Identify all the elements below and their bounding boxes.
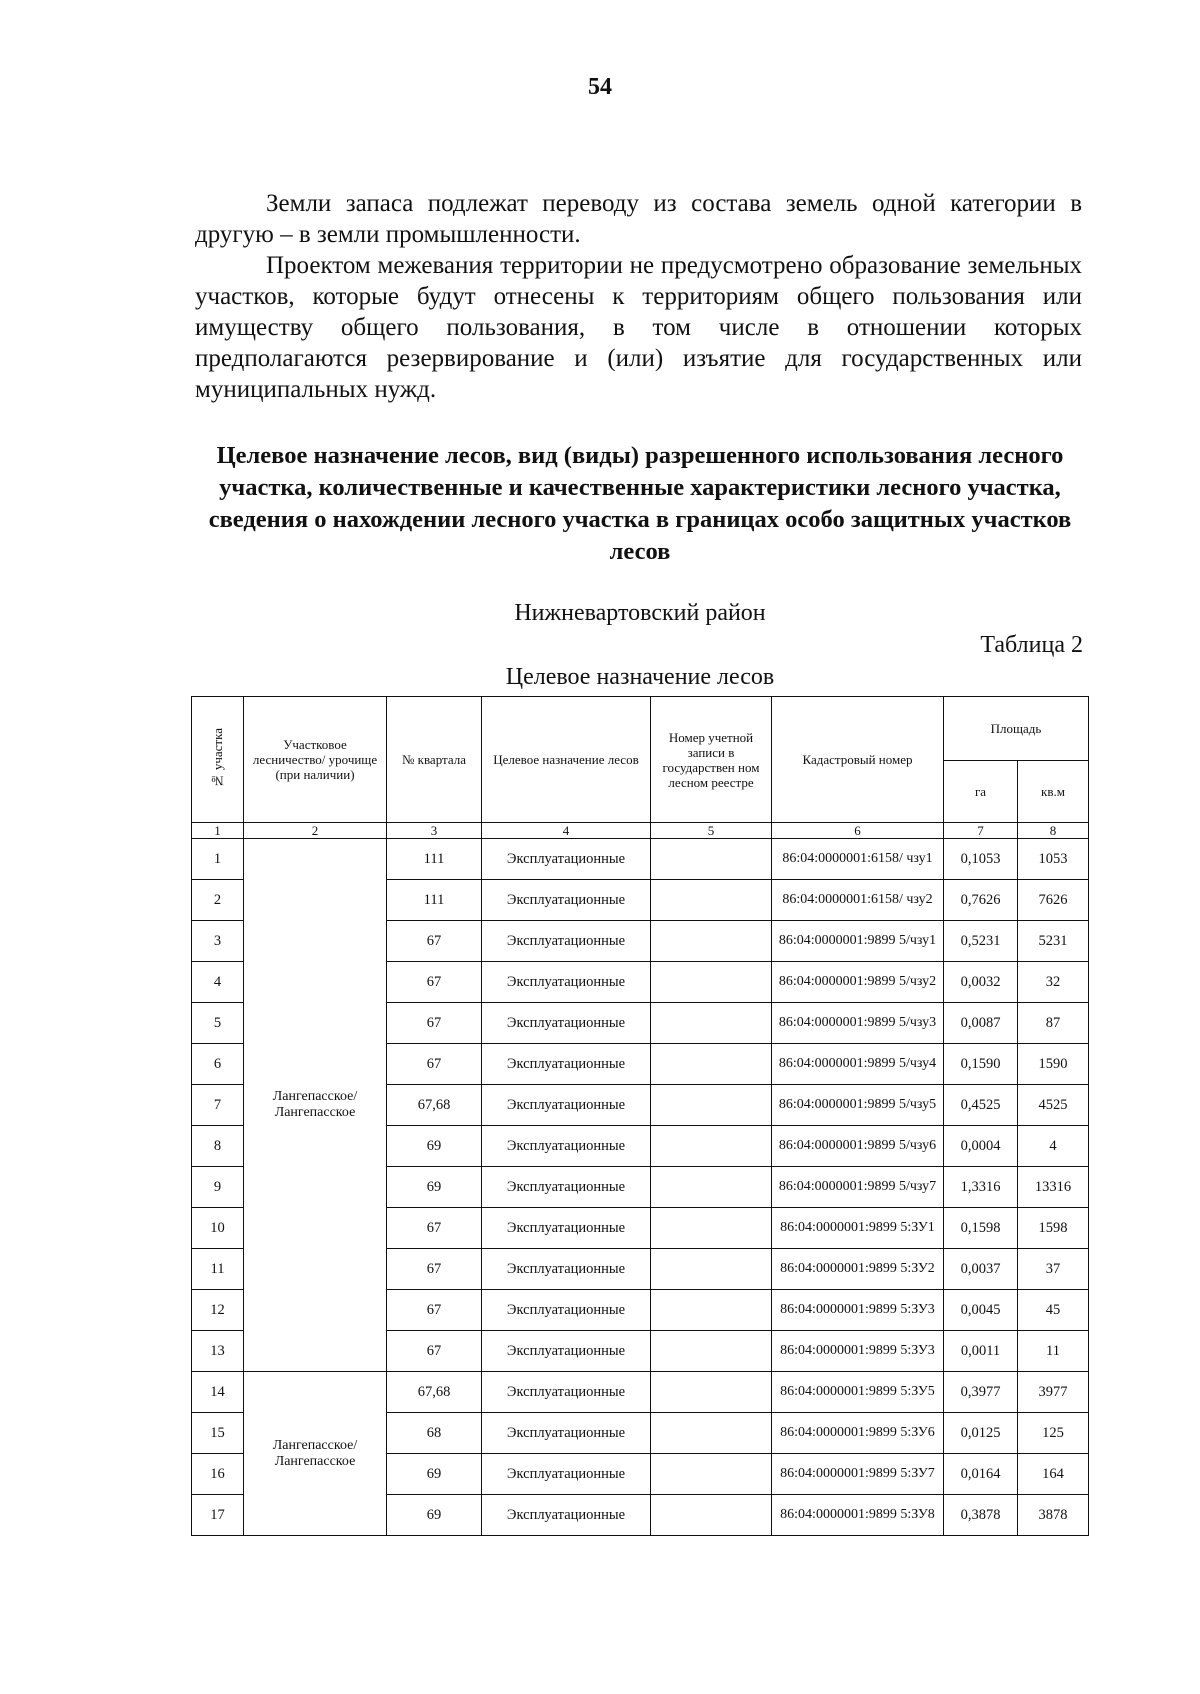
cell-plot-no: 14	[192, 1372, 244, 1413]
cell-cadastral: 86:04:0000001:9899 5:ЗУ2	[772, 1249, 944, 1290]
cell-quarter: 67	[387, 1331, 482, 1372]
cell-registry	[651, 1044, 772, 1085]
column-number: 3	[387, 823, 482, 839]
column-number: 7	[944, 823, 1018, 839]
cell-purpose: Эксплуатационные	[482, 1290, 651, 1331]
header-plot-no	[192, 697, 244, 823]
cell-area-sqm: 3977	[1018, 1372, 1089, 1413]
cell-registry	[651, 1126, 772, 1167]
cell-area-ha: 0,7626	[944, 880, 1018, 921]
cell-area-sqm: 3878	[1018, 1495, 1089, 1536]
cell-quarter: 67	[387, 1249, 482, 1290]
cell-plot-no: 15	[192, 1413, 244, 1454]
cell-area-ha: 0,0032	[944, 962, 1018, 1003]
cell-registry	[651, 1413, 772, 1454]
cell-area-sqm: 4525	[1018, 1085, 1089, 1126]
cell-area-ha: 0,0164	[944, 1454, 1018, 1495]
cell-plot-no: 10	[192, 1208, 244, 1249]
cell-quarter: 67	[387, 1044, 482, 1085]
cell-quarter: 67,68	[387, 1372, 482, 1413]
cell-area-sqm: 125	[1018, 1413, 1089, 1454]
header-area-ha: га	[944, 761, 1018, 823]
cell-cadastral: 86:04:0000001:9899 5/чзу6	[772, 1126, 944, 1167]
cell-purpose: Эксплуатационные	[482, 1495, 651, 1536]
cell-plot-no: 1	[192, 839, 244, 880]
cell-area-ha: 0,4525	[944, 1085, 1018, 1126]
cell-quarter: 69	[387, 1495, 482, 1536]
page-number: 54	[588, 74, 612, 100]
cell-registry	[651, 1290, 772, 1331]
header-purpose: Целевое назначение лесов	[482, 697, 651, 823]
cell-area-ha: 0,3878	[944, 1495, 1018, 1536]
cell-purpose: Эксплуатационные	[482, 1044, 651, 1085]
column-number: 5	[651, 823, 772, 839]
cell-cadastral: 86:04:0000001:9899 5/чзу1	[772, 921, 944, 962]
table-label: Таблица 2	[980, 632, 1083, 658]
cell-purpose: Эксплуатационные	[482, 1413, 651, 1454]
cell-quarter: 67	[387, 1290, 482, 1331]
cell-registry	[651, 1167, 772, 1208]
cell-cadastral: 86:04:0000001:6158/ чзу1	[772, 839, 944, 880]
cell-purpose: Эксплуатационные	[482, 839, 651, 880]
cell-forestry: Лангепасское/ Лангепасское	[244, 839, 387, 1372]
paragraph: Земли запаса подлежат переводу из состава земель одной категории в другую – в земли промышленности.	[195, 190, 1082, 248]
cell-registry	[651, 1249, 772, 1290]
cell-purpose: Эксплуатационные	[482, 1454, 651, 1495]
column-number: 8	[1018, 823, 1089, 839]
cell-plot-no: 2	[192, 880, 244, 921]
cell-quarter: 69	[387, 1167, 482, 1208]
cell-area-sqm: 13316	[1018, 1167, 1089, 1208]
cell-registry	[651, 1454, 772, 1495]
cell-plot-no: 3	[192, 921, 244, 962]
cell-purpose: Эксплуатационные	[482, 1331, 651, 1372]
cell-plot-no: 8	[192, 1126, 244, 1167]
table-title: Целевое назначение лесов	[505, 664, 775, 690]
forest-purpose-table	[191, 696, 1089, 1536]
cell-area-sqm: 45	[1018, 1290, 1089, 1331]
column-number: 2	[244, 823, 387, 839]
cell-area-ha: 0,5231	[944, 921, 1018, 962]
cell-area-sqm: 32	[1018, 962, 1089, 1003]
cell-purpose: Эксплуатационные	[482, 1003, 651, 1044]
cell-registry	[651, 880, 772, 921]
cell-area-ha: 0,0011	[944, 1331, 1018, 1372]
cell-plot-no: 7	[192, 1085, 244, 1126]
cell-cadastral: 86:04:0000001:9899 5:ЗУ3	[772, 1290, 944, 1331]
cell-purpose: Эксплуатационные	[482, 1372, 651, 1413]
body-text	[195, 188, 1082, 405]
district-name: Нижневартовский район	[514, 600, 766, 626]
header-area: Площадь	[944, 697, 1089, 761]
header-forestry: Участковое лесничество/ урочище (при наличии)	[244, 697, 387, 823]
cell-registry	[651, 839, 772, 880]
cell-cadastral: 86:04:0000001:6158/ чзу2	[772, 880, 944, 921]
cell-plot-no: 12	[192, 1290, 244, 1331]
cell-quarter: 68	[387, 1413, 482, 1454]
table-body	[192, 839, 1089, 1536]
cell-purpose: Эксплуатационные	[482, 921, 651, 962]
cell-registry	[651, 921, 772, 962]
cell-plot-no: 9	[192, 1167, 244, 1208]
cell-purpose: Эксплуатационные	[482, 1167, 651, 1208]
cell-quarter: 67	[387, 1208, 482, 1249]
cell-purpose: Эксплуатационные	[482, 1249, 651, 1290]
cell-area-sqm: 5231	[1018, 921, 1089, 962]
cell-cadastral: 86:04:0000001:9899 5:ЗУ5	[772, 1372, 944, 1413]
cell-area-ha: 0,1598	[944, 1208, 1018, 1249]
cell-area-ha: 0,1053	[944, 839, 1018, 880]
cell-area-ha: 0,3977	[944, 1372, 1018, 1413]
cell-area-sqm: 1053	[1018, 839, 1089, 880]
cell-cadastral: 86:04:0000001:9899 5:ЗУ7	[772, 1454, 944, 1495]
cell-purpose: Эксплуатационные	[482, 1126, 651, 1167]
cell-plot-no: 16	[192, 1454, 244, 1495]
cell-area-sqm: 37	[1018, 1249, 1089, 1290]
section-heading: Целевое назначение лесов, вид (виды) разрешенного использования лесного участка, количественные и качественные характеристики лесного участка, сведения о нахождении лесного участка в границах особо защитных участков лесов	[208, 442, 1072, 565]
cell-purpose: Эксплуатационные	[482, 962, 651, 1003]
cell-plot-no: 6	[192, 1044, 244, 1085]
cell-area-ha: 0,0045	[944, 1290, 1018, 1331]
cell-area-ha: 0,0125	[944, 1413, 1018, 1454]
cell-registry	[651, 1208, 772, 1249]
cell-quarter: 67,68	[387, 1085, 482, 1126]
cell-purpose: Эксплуатационные	[482, 880, 651, 921]
cell-plot-no: 17	[192, 1495, 244, 1536]
cell-registry	[651, 1495, 772, 1536]
cell-registry	[651, 1085, 772, 1126]
cell-area-sqm: 1590	[1018, 1044, 1089, 1085]
cell-plot-no: 11	[192, 1249, 244, 1290]
header-area-sqm: кв.м	[1018, 761, 1089, 823]
cell-quarter: 111	[387, 880, 482, 921]
header-quarter: № квартала	[387, 697, 482, 823]
cell-quarter: 69	[387, 1454, 482, 1495]
cell-area-sqm: 11	[1018, 1331, 1089, 1372]
cell-cadastral: 86:04:0000001:9899 5:ЗУ8	[772, 1495, 944, 1536]
cell-cadastral: 86:04:0000001:9899 5:ЗУ3	[772, 1331, 944, 1372]
header-registry: Номер учетной записи в государствен ном лесном реестре	[651, 697, 772, 823]
cell-cadastral: 86:04:0000001:9899 5:ЗУ1	[772, 1208, 944, 1249]
cell-area-ha: 0,1590	[944, 1044, 1018, 1085]
cell-quarter: 67	[387, 921, 482, 962]
cell-area-sqm: 87	[1018, 1003, 1089, 1044]
cell-cadastral: 86:04:0000001:9899 5/чзу2	[772, 962, 944, 1003]
column-number: 1	[192, 823, 244, 839]
column-number: 6	[772, 823, 944, 839]
cell-registry	[651, 1003, 772, 1044]
cell-plot-no: 13	[192, 1331, 244, 1372]
cell-area-ha: 0,0004	[944, 1126, 1018, 1167]
cell-cadastral: 86:04:0000001:9899 5:ЗУ6	[772, 1413, 944, 1454]
cell-area-ha: 1,3316	[944, 1167, 1018, 1208]
cell-purpose: Эксплуатационные	[482, 1085, 651, 1126]
cell-cadastral: 86:04:0000001:9899 5/чзу5	[772, 1085, 944, 1126]
cell-area-sqm: 7626	[1018, 880, 1089, 921]
header-plot-no-label: № участка	[210, 727, 225, 789]
cell-area-sqm: 1598	[1018, 1208, 1089, 1249]
cell-registry	[651, 962, 772, 1003]
cell-area-sqm: 164	[1018, 1454, 1089, 1495]
cell-plot-no: 4	[192, 962, 244, 1003]
cell-area-sqm: 4	[1018, 1126, 1089, 1167]
cell-area-ha: 0,0037	[944, 1249, 1018, 1290]
cell-area-ha: 0,0087	[944, 1003, 1018, 1044]
cell-quarter: 67	[387, 1003, 482, 1044]
cell-quarter: 67	[387, 962, 482, 1003]
cell-forestry: Лангепасское/ Лангепасское	[244, 1372, 387, 1536]
cell-purpose: Эксплуатационные	[482, 1208, 651, 1249]
cell-registry	[651, 1331, 772, 1372]
cell-plot-no: 5	[192, 1003, 244, 1044]
table-row	[192, 1372, 1089, 1413]
paragraph: Проектом межевания территории не предусмотрено образование земельных участков, которые будут отнесены к территориям общего пользования или имуществу общего пользования, в том числе в отношении которых предполагаются резервирование и (или) изъятие для государственных или муниципальных нужд.	[195, 252, 1082, 403]
cell-quarter: 111	[387, 839, 482, 880]
cell-cadastral: 86:04:0000001:9899 5/чзу3	[772, 1003, 944, 1044]
cell-cadastral: 86:04:0000001:9899 5/чзу4	[772, 1044, 944, 1085]
table-row	[192, 839, 1089, 880]
cell-registry	[651, 1372, 772, 1413]
header-cadastral: Кадастровый номер	[772, 697, 944, 823]
column-number: 4	[482, 823, 651, 839]
cell-quarter: 69	[387, 1126, 482, 1167]
cell-cadastral: 86:04:0000001:9899 5/чзу7	[772, 1167, 944, 1208]
